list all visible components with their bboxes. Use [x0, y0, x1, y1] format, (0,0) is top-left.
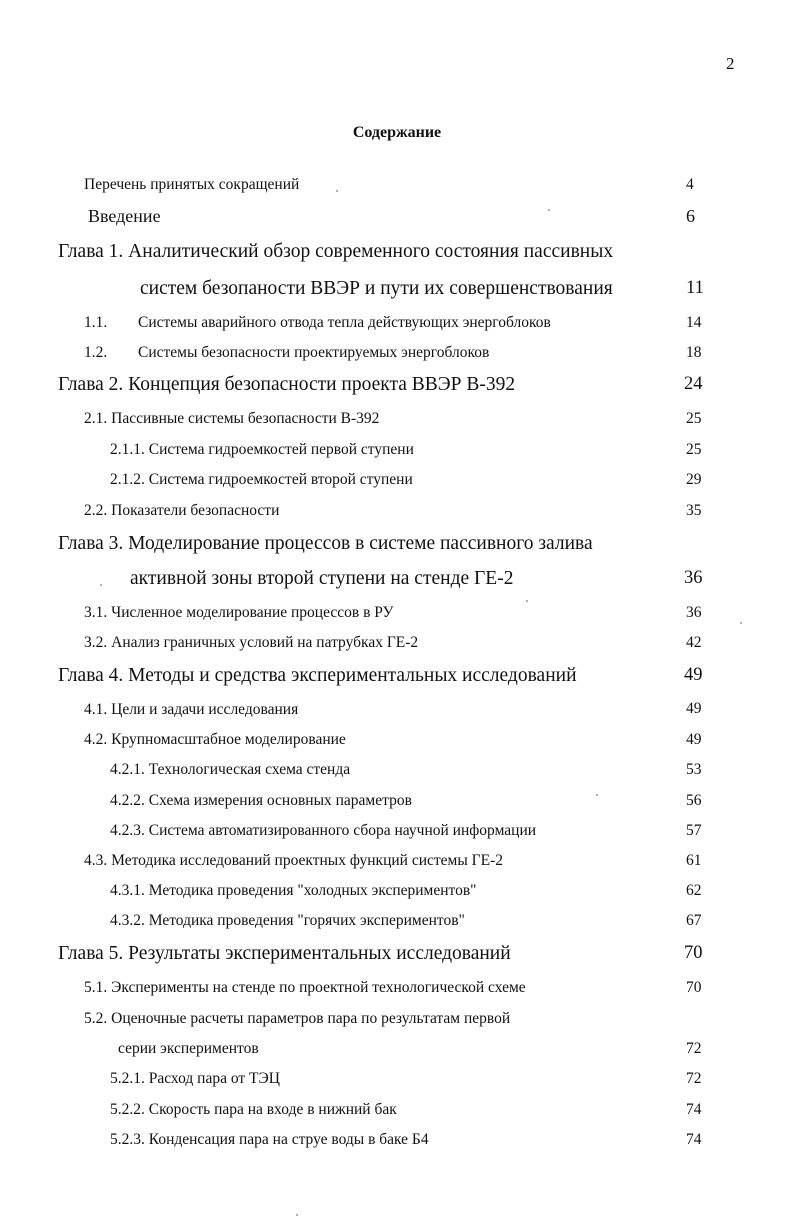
- toc-page-number: 57: [686, 822, 702, 839]
- toc-subsection-5-2-1: 5.2.1. Расход пара от ТЭЦ: [110, 1070, 280, 1087]
- toc-page-number: 67: [686, 912, 702, 929]
- toc-page-number: 49: [684, 665, 703, 685]
- toc-page-number: 36: [686, 604, 702, 621]
- toc-section-3-1: 3.1. Численное моделирование процессов в РУ: [84, 604, 394, 621]
- toc-chapter-1-continued: систем безопаности ВВЭР и пути их совершенствования: [140, 278, 613, 299]
- toc-page-number: 18: [686, 344, 702, 361]
- toc-section-1-2: [84, 344, 489, 362]
- toc-section-5-2-continued: серии экспериментов: [118, 1040, 259, 1057]
- toc-subsection-5-2-3: 5.2.3. Конденсация пара на струе воды в баке Б4: [110, 1131, 429, 1148]
- toc-page-number: 62: [686, 882, 702, 899]
- toc-page-number: 53: [686, 761, 702, 778]
- toc-section-number: 1.1.: [84, 314, 108, 331]
- page-title: Содержание: [352, 124, 442, 141]
- toc-subsection-4-2-1: 4.2.1. Технологическая схема стенда: [110, 761, 351, 778]
- toc-section-1-1: [84, 314, 551, 332]
- toc-chapter-2: Глава 2. Концепция безопасности проекта ВВЭР В-392: [58, 374, 516, 395]
- toc-chapter-3: Глава 3. Моделирование процессов в системе пассивного залива: [58, 533, 593, 554]
- toc-page-number: 49: [686, 700, 702, 717]
- toc-chapter-3-continued: активной зоны второй ступени на стенде ГЕ-2: [130, 568, 514, 589]
- toc-subsection-4-2-3: 4.2.3. Система автоматизированного сбора научной информации: [110, 822, 537, 839]
- scan-speck: [296, 1214, 298, 1216]
- toc-section-2-2: 2.2. Показатели безопасности: [84, 502, 280, 519]
- toc-section-5-2: 5.2. Оценочные расчеты параметров пара по результатам первой: [84, 1010, 511, 1027]
- toc-page-number: 29: [686, 471, 702, 488]
- toc-chapter-4: Глава 4. Методы и средства экспериментальных исследований: [58, 665, 577, 686]
- toc-page-number: 72: [686, 1070, 702, 1087]
- toc-section-text: Системы аварийного отвода тепла действующих энергоблоков: [138, 314, 551, 331]
- toc-subsection-4-2-2: 4.2.2. Схема измерения основных параметров: [110, 792, 412, 809]
- toc-page-number: 35: [686, 502, 702, 519]
- toc-subsection-4-3-1: 4.3.1. Методика проведения "холодных экспериментов": [110, 882, 477, 899]
- toc-section-4-3: 4.3. Методика исследований проектных функций системы ГЕ-2: [84, 852, 503, 869]
- toc-page-number: 61: [686, 852, 702, 869]
- toc-page-number: 49: [686, 731, 702, 748]
- toc-page-number: 74: [686, 1131, 702, 1148]
- toc-chapter-5: Глава 5. Результаты экспериментальных исследований: [58, 943, 511, 964]
- toc-entry-introduction: Введение: [88, 206, 161, 226]
- toc-page-number: 6: [686, 206, 695, 226]
- scan-speck: [740, 622, 742, 624]
- toc-chapter-1: Глава 1. Аналитический обзор современного состояния пассивных: [58, 241, 614, 262]
- scan-speck: [100, 584, 102, 586]
- toc-page-number: 42: [686, 634, 702, 651]
- toc-section-2-1: 2.1. Пассивные системы безопасности В-392: [84, 410, 380, 427]
- toc-section-text: Системы безопасности проектируемых энергоблоков: [138, 344, 490, 361]
- scan-speck: [596, 794, 598, 796]
- toc-page-number: 56: [686, 792, 702, 809]
- toc-page-number: 25: [686, 441, 702, 458]
- toc-entry-abbreviations: Перечень принятых сокращений: [84, 176, 300, 193]
- toc-page-number: 25: [686, 410, 702, 427]
- toc-section-number: 1.2.: [84, 344, 108, 361]
- toc-subsection-2-1-1: 2.1.1. Система гидроемкостей первой ступени: [110, 441, 414, 458]
- toc-page-number: 36: [684, 568, 703, 588]
- toc-section-3-2: 3.2. Анализ граничных условий на патрубках ГЕ-2: [84, 634, 419, 651]
- toc-page-number: 72: [686, 1040, 702, 1057]
- toc-subsection-2-1-2: 2.1.2. Система гидроемкостей второй ступени: [110, 471, 413, 488]
- toc-section-4-2: 4.2. Крупномасштабное моделирование: [84, 731, 346, 748]
- toc-subsection-5-2-2: 5.2.2. Скорость пара на входе в нижний бак: [110, 1101, 397, 1118]
- page-number: 2: [726, 54, 735, 73]
- toc-page-number: 14: [686, 314, 702, 331]
- scan-speck: [526, 600, 528, 602]
- toc-page-number: 4: [686, 176, 694, 193]
- toc-section-5-1: 5.1. Эксперименты на стенде по проектной технологической схеме: [84, 979, 526, 996]
- scan-speck: [336, 190, 338, 192]
- scan-speck: [548, 209, 550, 211]
- toc-page-number: 11: [686, 278, 704, 298]
- toc-page-number: 70: [686, 979, 702, 996]
- toc-subsection-4-3-2: 4.3.2. Методика проведения "горячих экспериментов": [110, 912, 465, 929]
- toc-page-number: 70: [684, 943, 703, 963]
- toc-page-number: 74: [686, 1101, 702, 1118]
- toc-page-number: 24: [684, 374, 703, 394]
- toc-section-4-1: 4.1. Цели и задачи исследования: [84, 701, 299, 718]
